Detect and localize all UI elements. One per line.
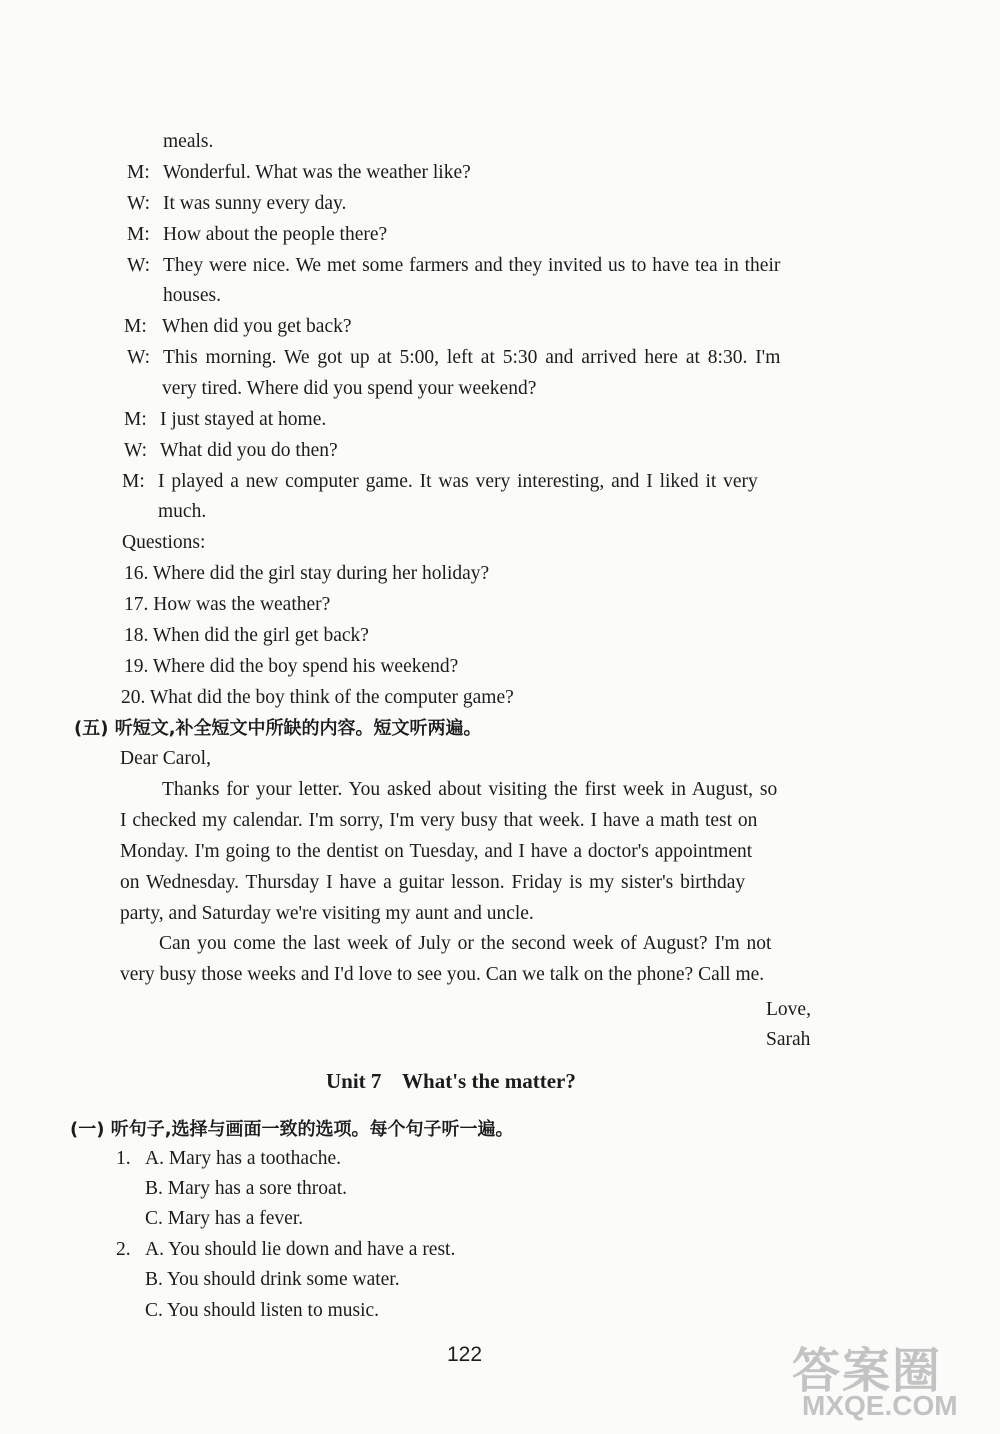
letter-line: on Wednesday. Thursday I have a guitar lesson. Friday is my sister's birthday (120, 872, 746, 893)
question-item: 19. Where did the boy spend his weekend? (124, 656, 459, 677)
letter-line: Monday. I'm going to the dentist on Tuesday, and I have a doctor's appointment (120, 841, 753, 862)
dialogue-line: M: How about the people there? (127, 222, 387, 248)
option: B. Mary has a sore throat. (145, 1178, 347, 1199)
dialogue-line: M: I played a new computer game. It was very interesting, and I liked it very (122, 469, 758, 495)
dialogue-line: W: This morning. We got up at 5:00, left at 5:30 and arrived here at 8:30. I'm (127, 345, 780, 371)
speaker-label: M: (127, 162, 150, 183)
dialogue-line: W: It was sunny every day. (127, 191, 346, 217)
dialogue-line: W: What did you do then? (124, 438, 338, 464)
watermark (792, 1332, 992, 1424)
dialogue-line: M: When did you get back? (124, 314, 352, 340)
letter-closing: Love, (766, 999, 811, 1020)
dialogue-line: houses. (163, 285, 221, 306)
dialogue-line: W: They were nice. We met some farmers and they invited us to have tea in their (127, 253, 780, 279)
question-item: 20. What did the boy think of the computer game? (121, 687, 514, 708)
question-item: 1. A. Mary has a toothache. (116, 1148, 342, 1169)
speaker-label: W: (127, 347, 151, 368)
dialogue-line: very tired. Where did you spend your weekend? (162, 378, 537, 399)
letter-line: Can you come the last week of July or the second week of August? I'm not (159, 933, 772, 954)
option: C. Mary has a fever. (145, 1208, 304, 1229)
dialogue-line: M: Wonderful. What was the weather like? (127, 160, 471, 186)
option: A. You should lie down and have a rest. (145, 1239, 456, 1260)
dialogue-line: much. (158, 501, 207, 522)
unit-title: Unit 7 What's the matter? (326, 1069, 576, 1093)
letter-line: I checked my calendar. I'm sorry, I'm very busy that week. I have a math test on (120, 810, 758, 831)
speaker-label: M: (122, 471, 145, 492)
question-item: 18. When did the girl get back? (124, 625, 369, 646)
question-item: 2. A. You should lie down and have a rest. (116, 1239, 456, 1260)
dialogue-line: meals. (163, 131, 214, 152)
watermark-site: MXQE.COM (802, 1390, 958, 1421)
letter-line: Thanks for your letter. You asked about visiting the first week in August, so (162, 779, 778, 800)
question-item: 16. Where did the girl stay during her holiday? (124, 563, 490, 584)
speaker-label: W: (127, 193, 151, 214)
watermark-logo: 答案圈 (792, 1345, 943, 1398)
letter-signature: Sarah (766, 1029, 811, 1050)
option: A. Mary has a toothache. (145, 1148, 342, 1169)
dialogue-line: M: I just stayed at home. (124, 407, 326, 433)
page-number: 122 (447, 1343, 483, 1366)
speaker-label: M: (124, 316, 147, 337)
option: B. You should drink some water. (145, 1269, 400, 1290)
questions-label: Questions: (122, 532, 206, 553)
speaker-label: M: (124, 409, 147, 430)
option: C. You should listen to music. (145, 1300, 380, 1321)
letter-line: party, and Saturday we're visiting my aunt and uncle. (120, 903, 534, 924)
speaker-label: W: (127, 255, 151, 276)
letter-greeting: Dear Carol, (120, 748, 211, 769)
speaker-label: W: (124, 440, 148, 461)
question-item: 17. How was the weather? (124, 594, 331, 615)
speaker-label: M: (127, 224, 150, 245)
section-heading: (五) 听短文,补全短文中所缺的内容。短文听两遍。 (74, 718, 482, 739)
letter-line: very busy those weeks and I'd love to see you. Can we talk on the phone? Call me. (120, 964, 765, 985)
section-heading: (一) 听句子,选择与画面一致的选项。每个句子听一遍。 (70, 1119, 514, 1140)
